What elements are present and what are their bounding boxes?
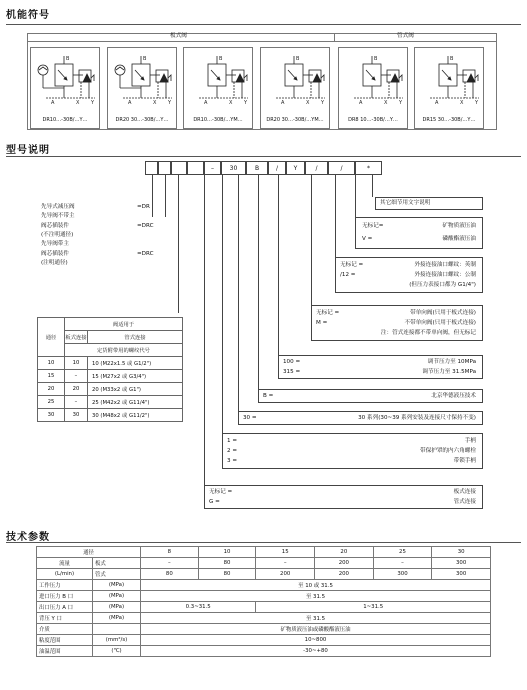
tech-row-value: 1~31.5 [256, 602, 491, 613]
svg-text:Y: Y [321, 100, 325, 106]
svg-text:B: B [219, 56, 223, 62]
pressure-key-1: 100 = [283, 359, 301, 365]
plate-cell: – [65, 370, 88, 383]
thread-val-1: 外接连接油口螺纹：英制 [414, 262, 476, 268]
tech-row-label: 工作压力 [37, 580, 93, 591]
note-brand [258, 389, 483, 403]
pipe-thread-cell: 20 (M33x2 或 G1") [88, 383, 183, 396]
tech-header-cell: 25 [373, 547, 432, 558]
plate-cell: – [65, 396, 88, 409]
series-val: 30 系列(30~39 系列安装及连接尺寸保持不变) [358, 415, 476, 421]
divider [334, 33, 335, 41]
flow-row [37, 569, 491, 580]
tech-row [37, 646, 491, 657]
note-series [238, 411, 483, 425]
pipe-thread-cell: 30 (M48x2 或 G11/2") [88, 409, 183, 422]
note-other [375, 197, 483, 210]
oil-val-1: 矿物质液压油 [442, 223, 476, 229]
svg-text:B: B [66, 56, 70, 62]
svg-text:X: X [229, 100, 233, 106]
svg-text:Y: Y [475, 100, 479, 106]
valve-symbol [183, 47, 253, 129]
series-key: 30 = [243, 415, 257, 421]
flow-plate-cell: 300 [432, 558, 491, 569]
tech-row-value: 至 31.5 [141, 591, 491, 602]
brand-key: B = [263, 393, 274, 399]
connector [204, 175, 205, 485]
table-row [38, 357, 183, 370]
size-cell: 25 [38, 396, 65, 409]
valve-symbol [107, 47, 177, 129]
flow-pipe-label: 管式 [93, 569, 141, 580]
divider [27, 41, 497, 42]
pressure-val-1: 调节压力至 10MPa [427, 359, 476, 365]
tech-row [37, 624, 491, 635]
adjust-key-1: 1 = [227, 438, 238, 444]
tech-row [37, 635, 491, 646]
tech-header-row [37, 547, 491, 558]
adjust-val-1: 手柄 [464, 438, 476, 444]
model-code-cell: 30 [221, 161, 246, 175]
valve-symbol-label: DR10…-30B/…Y… [42, 117, 88, 123]
table-row [38, 409, 183, 422]
pipe-header: 管式阀 [397, 33, 414, 39]
note-oil [355, 217, 483, 249]
divider [6, 24, 521, 25]
divider [6, 542, 521, 543]
flow-plate-cell: – [141, 558, 199, 569]
svg-text:X: X [460, 100, 464, 106]
model-code-cell: – [204, 161, 221, 175]
table-row [38, 370, 183, 383]
type-label: (注明通径) [41, 259, 68, 266]
table-row [38, 383, 183, 396]
svg-text:B: B [374, 56, 378, 62]
size-table-header: 阀适用于 [65, 318, 183, 331]
tech-header-cell: 15 [256, 547, 315, 558]
size-table-header: 定货附带用的螺纹代号 [65, 344, 183, 357]
svg-text:A: A [51, 100, 55, 106]
model-code-cell [171, 161, 187, 175]
size-cell: 10 [38, 357, 65, 370]
note-thread [335, 257, 483, 293]
valve-symbol-label: DR8 10…-30B/…Y… [348, 117, 398, 123]
svg-text:X: X [153, 100, 157, 106]
flow-plate-cell: – [256, 558, 315, 569]
svg-text:A: A [359, 100, 363, 106]
note-pressure [278, 355, 483, 379]
tech-row-value: 0.3~31.5 [141, 602, 256, 613]
flow-pipe-cell: 300 [373, 569, 432, 580]
valve-symbol [260, 47, 330, 129]
plate-cell: 20 [65, 383, 88, 396]
tech-row-value: -30~+80 [141, 646, 491, 657]
tech-row-label: 粘度范围 [37, 635, 93, 646]
tech-header-cell: 20 [315, 547, 374, 558]
connector [222, 175, 223, 433]
svg-text:Y: Y [168, 100, 172, 106]
svg-text:A: A [435, 100, 439, 106]
tech-row-label: 油温范围 [37, 646, 93, 657]
model-code-cell: * [355, 161, 382, 175]
flow-pipe-cell: 80 [141, 569, 199, 580]
svg-text:Y: Y [91, 100, 95, 106]
model-code-cell [158, 161, 171, 175]
tech-header-cell: 10 [198, 547, 256, 558]
connector [372, 175, 373, 197]
connector [258, 175, 259, 389]
tech-row-unit: (mm²/s) [93, 635, 141, 646]
valve-symbol-label: DR15 30…-30B/…Y… [422, 117, 476, 123]
tech-row-value: 至 10 或 31.5 [141, 580, 491, 591]
connect-key-1: 无标记 = [209, 489, 233, 495]
flow-row [37, 558, 491, 569]
thread-key-2: /12 = [340, 272, 356, 278]
flow-plate-cell: 80 [198, 558, 256, 569]
connector [278, 175, 279, 355]
connector [335, 175, 336, 257]
model-code-cell: / [328, 161, 355, 175]
check-val-2: 不带单向阀(只用于板式连接) [404, 320, 476, 326]
valve-symbol [338, 47, 408, 129]
valve-symbol [414, 47, 484, 129]
tech-row [37, 613, 491, 624]
section-title-tech: 技术参数 [6, 532, 50, 543]
thread-key-1: 无标记 = [340, 262, 364, 268]
size-cell: 30 [38, 409, 65, 422]
tech-row [37, 602, 491, 613]
flow-pipe-cell: 200 [256, 569, 315, 580]
svg-text:A: A [128, 100, 132, 106]
type-label: 先导式减压阀 [41, 204, 75, 210]
check-key-1: 无标记 = [316, 310, 340, 316]
pipe-thread-cell: 25 (M42x2 或 G11/4") [88, 396, 183, 409]
tech-row-unit: (MPa) [93, 591, 141, 602]
note-other-text: 其它细节用文字说明 [380, 200, 431, 206]
model-code-cell [187, 161, 204, 175]
plate-header: 板式阀 [170, 33, 187, 39]
connect-val-1: 板式连接 [453, 489, 476, 495]
tech-row-unit: (MPa) [93, 602, 141, 613]
tech-row-value: 至 31.5 [141, 613, 491, 624]
connector [238, 175, 239, 411]
valve-symbol-label: DR10…-30B/…YM… [193, 117, 243, 123]
svg-text:X: X [76, 100, 80, 106]
tech-row-unit: (MPa) [93, 613, 141, 624]
note-connect [204, 485, 483, 509]
section-title-model: 型号说明 [6, 145, 50, 156]
pressure-val-2: 调节压力至 31.5MPa [422, 369, 476, 375]
type-code: =DR [137, 204, 150, 210]
adjust-key-3: 3 = [227, 458, 238, 464]
flow-plate-cell: 200 [315, 558, 374, 569]
svg-text:X: X [384, 100, 388, 106]
tech-row-unit: (MPa) [93, 580, 141, 591]
size-cell: 15 [38, 370, 65, 383]
type-label: 先导阀带主 [41, 241, 69, 248]
connect-val-2: 管式连接 [453, 499, 476, 505]
thread-note: (但压力表接口都为 G1/4") [409, 282, 476, 288]
tech-row-label: 介质 [37, 624, 93, 635]
type-code: =DRC [137, 222, 154, 229]
tech-table [36, 546, 491, 657]
type-label: 阀芯插装件 [41, 250, 69, 257]
flow-label: 流量 [37, 558, 93, 569]
valve-symbol-label: DR20 30…-30B/…Y… [115, 117, 169, 123]
model-code-cell: / [268, 161, 286, 175]
check-note: 注：管式连接都不带单向阀，但无标记 [380, 330, 476, 336]
valve-symbol [30, 47, 100, 129]
size-table-header: 板式连接 [65, 331, 88, 344]
check-val-1: 带单向阀(只用于板式连接) [410, 310, 476, 316]
check-key-2: M = [316, 320, 328, 326]
plate-cell: 10 [65, 357, 88, 370]
svg-text:A: A [281, 100, 285, 106]
flow-pipe-cell: 200 [315, 569, 374, 580]
size-table-header: 管式连接 [88, 331, 183, 344]
svg-text:A: A [204, 100, 208, 106]
divider [6, 156, 521, 157]
note-check [311, 305, 483, 341]
tech-row-value: 矿物质液压油或磷酸酯液压油 [141, 624, 491, 635]
tech-header-label: 通径 [37, 547, 141, 558]
tech-row-label: 进口压力 B 口 [37, 591, 93, 602]
flow-plate-label: 板式 [93, 558, 141, 569]
model-code-cell [145, 161, 158, 175]
type-label: 先导阀不带主 [41, 213, 75, 220]
type-code: =DRC [137, 250, 154, 257]
plate-cell: 30 [65, 409, 88, 422]
size-cell: 20 [38, 383, 65, 396]
pipe-thread-cell: 10 (M22x1.5 或 G1/2") [88, 357, 183, 370]
connect-key-2: G = [209, 499, 220, 505]
svg-text:B: B [143, 56, 147, 62]
tech-header-cell: 8 [141, 547, 199, 558]
valve-symbol-label: DR20 30…-30B/…YM… [266, 117, 324, 123]
svg-text:Y: Y [399, 100, 403, 106]
section-title-symbols: 机能符号 [6, 10, 50, 21]
svg-text:B: B [450, 56, 454, 62]
svg-text:X: X [306, 100, 310, 106]
tech-row-label: 背压 Y 口 [37, 613, 93, 624]
svg-text:Y: Y [244, 100, 248, 106]
table-row [38, 396, 183, 409]
connector [355, 175, 356, 217]
type-label: (不注明通径) [41, 231, 74, 238]
pipe-thread-cell: 15 (M27x2 或 G3/4") [88, 370, 183, 383]
tech-header-cell: 30 [432, 547, 491, 558]
adjust-val-3: 带锁手柄 [453, 458, 476, 464]
tech-row [37, 580, 491, 591]
adjust-key-2: 2 = [227, 448, 238, 454]
brand-val: 北京华德液压技术 [431, 393, 476, 399]
oil-key-1: 无标记= [362, 223, 384, 229]
size-table [37, 317, 183, 422]
flow-pipe-cell: 80 [198, 569, 256, 580]
model-code-cell: / [305, 161, 328, 175]
size-table-header: 通径 [38, 318, 65, 357]
adjust-val-2: 带保护罩的内六角螺栓 [420, 448, 476, 454]
tech-row-value: 10~800 [141, 635, 491, 646]
type-label: 阀芯插装件 [41, 222, 69, 229]
tech-row-unit: (℃) [93, 646, 141, 657]
model-code-cell: B [246, 161, 268, 175]
tech-row-unit [93, 624, 141, 635]
svg-text:B: B [296, 56, 300, 62]
tech-row [37, 591, 491, 602]
note-adjust [222, 433, 483, 469]
oil-key-2: V = [362, 236, 373, 242]
thread-val-2: 外接连接油口螺纹：公制 [414, 272, 476, 278]
model-code-cell: Y [286, 161, 305, 175]
flow-unit: (L/min) [37, 569, 93, 580]
connector [311, 175, 312, 305]
oil-val-2: 磷酸酯液压油 [442, 236, 476, 242]
flow-pipe-cell: 300 [432, 569, 491, 580]
flow-plate-cell: – [373, 558, 432, 569]
type-block [37, 205, 183, 273]
pressure-key-2: 315 = [283, 369, 301, 375]
tech-row-label: 出口压力 A 口 [37, 602, 93, 613]
